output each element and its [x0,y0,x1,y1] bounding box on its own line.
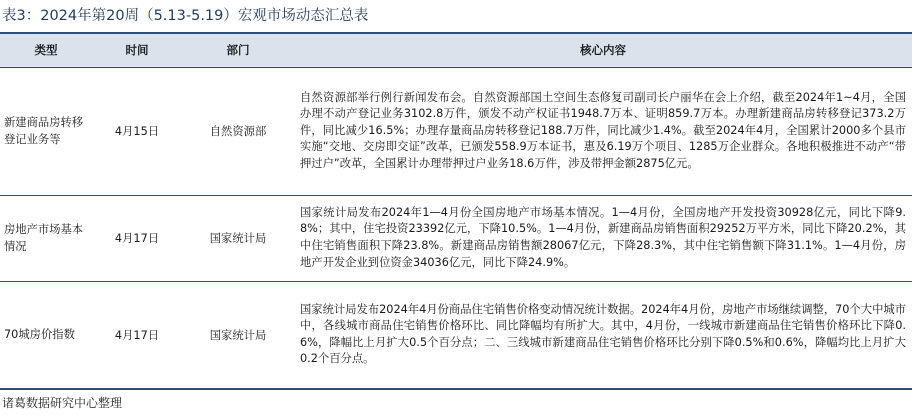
cell-type: 新建商品房转移登记业务等 [0,67,92,195]
table-header-row [0,33,912,67]
header-type: 类型 [0,33,92,67]
market-summary-table [0,32,912,390]
table-title: 表3：2024年第20周（5.13-5.19）宏观市场动态汇总表 [2,8,369,24]
cell-content: 国家统计局发布2024年4月份商品住宅销售价格变动情况统计数据。2024年4月份，房地产市场继续调整，70个大中城市中，各线城市商品住宅销售价格环比、同比降幅均有所扩大。其中，4月份，一线城市新建商品住宅销售价格环比下降0.6%，降幅比上月扩大0.5个百分点；二、三线城市新建商品住宅销售价格环比分别下降0.5%和0.6%，降幅均比上月扩大0.2个百分点。 [294,281,912,389]
cell-time: 4月15日 [92,67,182,195]
cell-content: 自然资源部举行例行新闻发布会。自然资源部国土空间生态修复司副司长户丽华在会上介绍，截至2024年1~4月，全国办理不动产登记业务3102.8万件，颁发不动产权证书1948.7万本、证明859.7万本。办理新建商品房转移登记373.2万件，同比减少16.5%；办理存量商品房转移登记188.7万件，同比减少1.4%。截至2024年4月，全国累计2000多个县市实施“交地、交房即交证”改革，已颁发558.9万本证书，惠及6.19万个项目、1285万企业群众。各地积极推进不动产“带押过户”改革，全国累计办理带押过户业务18.6万件，涉及带押金额2875亿元。 [294,67,912,195]
cell-dept: 自然资源部 [182,67,294,195]
source-note: 诸葛数据研究中心整理 [2,396,123,410]
table-row [0,67,912,195]
table-row [0,281,912,389]
cell-type: 70城房价指数 [0,281,92,389]
cell-type: 房地产市场基本情况 [0,195,92,281]
cell-dept: 国家统计局 [182,195,294,281]
cell-time: 4月17日 [92,195,182,281]
cell-content: 国家统计局发布2024年1—4月份全国房地产市场基本情况。1—4月份，全国房地产开发投资30928亿元，同比下降9.8%；其中，住宅投资23392亿元，下降10.5%。1—4月份，新建商品房销售面积29252万平方米，同比下降20.2%，其中住宅销售面积下降23.8%。新建商品房销售额28067亿元，下降28.3%，其中住宅销售额下降31.1%。1—4月份，房地产开发企业到位资金34036亿元，同比下降24.9%。 [294,195,912,281]
header-time: 时间 [92,33,182,67]
cell-dept: 国家统计局 [182,281,294,389]
table-row [0,195,912,281]
cell-time: 4月17日 [92,281,182,389]
header-core: 核心内容 [294,33,912,67]
header-dept: 部门 [182,33,294,67]
